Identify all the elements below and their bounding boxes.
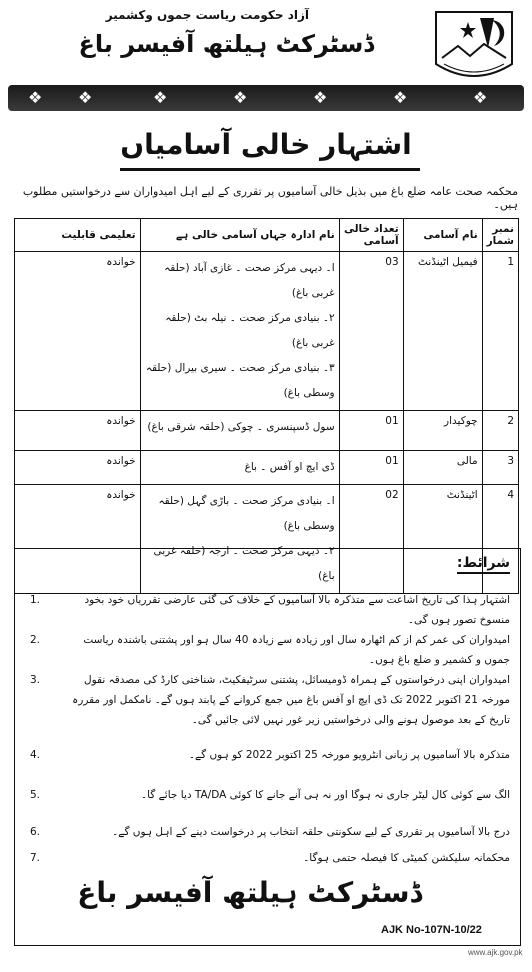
chinar-leaf-icon: ❖	[233, 88, 248, 107]
row-qualification: خواندہ	[15, 252, 141, 411]
header-qualification: تعلیمی قابلیت	[15, 219, 141, 252]
header-post: نام آسامی	[403, 219, 482, 252]
condition-text: متذکرہ بالا آسامیوں پر زبانی انٹرویو مورخہ 25 اکتوبر 2022 کو ہوں گے۔	[188, 749, 510, 761]
title-underline	[120, 168, 420, 171]
row-post: فیمیل اٹینڈنٹ	[403, 252, 482, 411]
condition-number: 4.	[30, 749, 41, 761]
condition-text: امیدواران کی عمر کم از کم اٹھارہ سال اور زیادہ سے زیادہ 40 سال ہو اور پشتنی باشندہ ریاست جموں و کشمیر و ضلع باغ ہوں۔	[83, 634, 510, 666]
condition-text: محکمانہ سلیکشن کمیٹی کا فیصلہ حتمی ہوگا۔	[303, 852, 510, 864]
place-line: ا۔ دیہی مرکز صحت ۔ غازی آباد (حلقہ غربی باغ)	[164, 262, 335, 299]
condition-item	[30, 590, 510, 630]
place-line: ۲۔ دیہی مرکز صحت ۔ ارجہ (حلقہ غربی باغ)	[153, 545, 335, 582]
table-row	[15, 252, 519, 411]
condition-item	[30, 785, 510, 805]
conditions-heading: شرائط:	[457, 555, 510, 574]
chinar-leaf-icon: ❖	[78, 88, 93, 107]
condition-number: 6.	[30, 826, 41, 838]
table-row	[15, 411, 519, 451]
condition-number: 3.	[30, 674, 41, 686]
row-count: 01	[339, 451, 403, 485]
place-line: ا۔ بنیادی مرکز صحت ۔ باڑی گہل (حلقہ وسطی باغ)	[158, 495, 335, 532]
condition-number: 7.	[30, 852, 41, 864]
government-heading: آزاد حکومت ریاست جموں وکشمیر	[105, 8, 309, 22]
place-line: سول ڈسپنسری ۔ چوکی (حلقہ شرقی باغ)	[147, 421, 335, 433]
place-line: ڈی ایچ او آفس ۔ باغ	[244, 461, 335, 473]
ajk-emblem-icon	[430, 8, 518, 88]
chinar-leaf-icon: ❖	[473, 88, 488, 107]
row-post: مالی	[403, 451, 482, 485]
condition-text: درج بالا آسامیوں پر تقرری کے لیے سکونتی حلقہ انتخاب پر درخواست دینے کے اہل ہوں گے۔	[112, 826, 510, 838]
condition-text: امیدواران اپنی درخواستوں کے ہمراہ ڈومیسائل، پشتنی سرٹیفکیٹ، شناختی کارڈ کی مصدقہ نقول مورخہ 21 اکتوبر 2022 تک ڈی ایچ او آفس باغ میں جمع کروانے کے پابند ہوں گے۔ نامکمل اور مقررہ تاریخ کے بعد موصول ہونے والی درخواستیں زیر غور نہیں لائی جائیں گی۔	[72, 674, 510, 726]
place-line: ۳۔ بنیادی مرکز صحت ۔ سیری بیرال (حلقہ وسطی باغ)	[145, 362, 335, 399]
ajk-reference-number: AJK No-107N-10/22	[381, 924, 482, 936]
row-post: چوکیدار	[403, 411, 482, 451]
row-qualification: خواندہ	[15, 451, 141, 485]
row-count: 03	[339, 252, 403, 411]
row-places	[140, 451, 339, 485]
condition-item	[30, 670, 510, 730]
chinar-leaf-icon: ❖	[153, 88, 168, 107]
row-qualification: خواندہ	[15, 485, 141, 594]
condition-number: 2.	[30, 634, 41, 646]
office-heading: ڈسٹرکٹ ہیلتھ آفیسر باغ	[78, 30, 374, 58]
chinar-leaf-icon: ❖	[28, 88, 43, 107]
header-count: تعداد خالی آسامی	[339, 219, 403, 252]
page-title: اشتہار خالی آسامیاں	[120, 128, 412, 161]
vacancy-table	[14, 218, 519, 594]
table-header-row	[15, 219, 519, 252]
header-serial: نمبر شمار	[482, 219, 518, 252]
row-count: 01	[339, 411, 403, 451]
chinar-leaf-icon: ❖	[393, 88, 408, 107]
row-count: 02	[339, 485, 403, 594]
condition-item	[30, 822, 510, 842]
condition-number: 5.	[30, 789, 41, 801]
condition-item	[30, 848, 510, 868]
row-serial: 4	[482, 485, 518, 594]
table-row	[15, 451, 519, 485]
header	[8, 0, 524, 120]
condition-text: الگ سے کوئی کال لیٹر جاری نہ ہوگا اور نہ ہی آنے جانے کا کوئی TA/DA دیا جائے گا۔	[140, 789, 510, 801]
header-place: نام ادارہ جہاں آسامی خالی ہے	[140, 219, 339, 252]
row-places	[140, 411, 339, 451]
place-line: ۲۔ بنیادی مرکز صحت ۔ نیلہ بٹ (حلقہ غربی باغ)	[165, 312, 335, 349]
condition-number: 1.	[30, 594, 41, 606]
row-serial: 2	[482, 411, 518, 451]
intro-text: محکمہ صحت عامہ ضلع باغ میں بذیل خالی آسامیوں پر تقرری کے لیے اہل امیدواران سے درخواستیں مطلوب ہیں۔	[22, 185, 518, 211]
website-url: www.ajk.gov.pk	[468, 948, 523, 957]
row-post: اٹینڈنٹ	[403, 485, 482, 594]
row-serial: 1	[482, 252, 518, 411]
row-qualification: خواندہ	[15, 411, 141, 451]
row-places	[140, 252, 339, 411]
chinar-leaf-icon: ❖	[313, 88, 328, 107]
condition-text: اشتہار ہذا کی تاریخ اشاعت سے متذکرہ بالا آسامیوں کے خلاف کی گئی عارضی تقرریاں خود بخود منسوخ تصور ہوں گی۔	[84, 594, 510, 626]
signature-title: ڈسٹرکٹ ہیلتھ آفیسر باغ	[77, 876, 422, 909]
condition-item	[30, 630, 510, 670]
row-serial: 3	[482, 451, 518, 485]
condition-item	[30, 745, 510, 765]
